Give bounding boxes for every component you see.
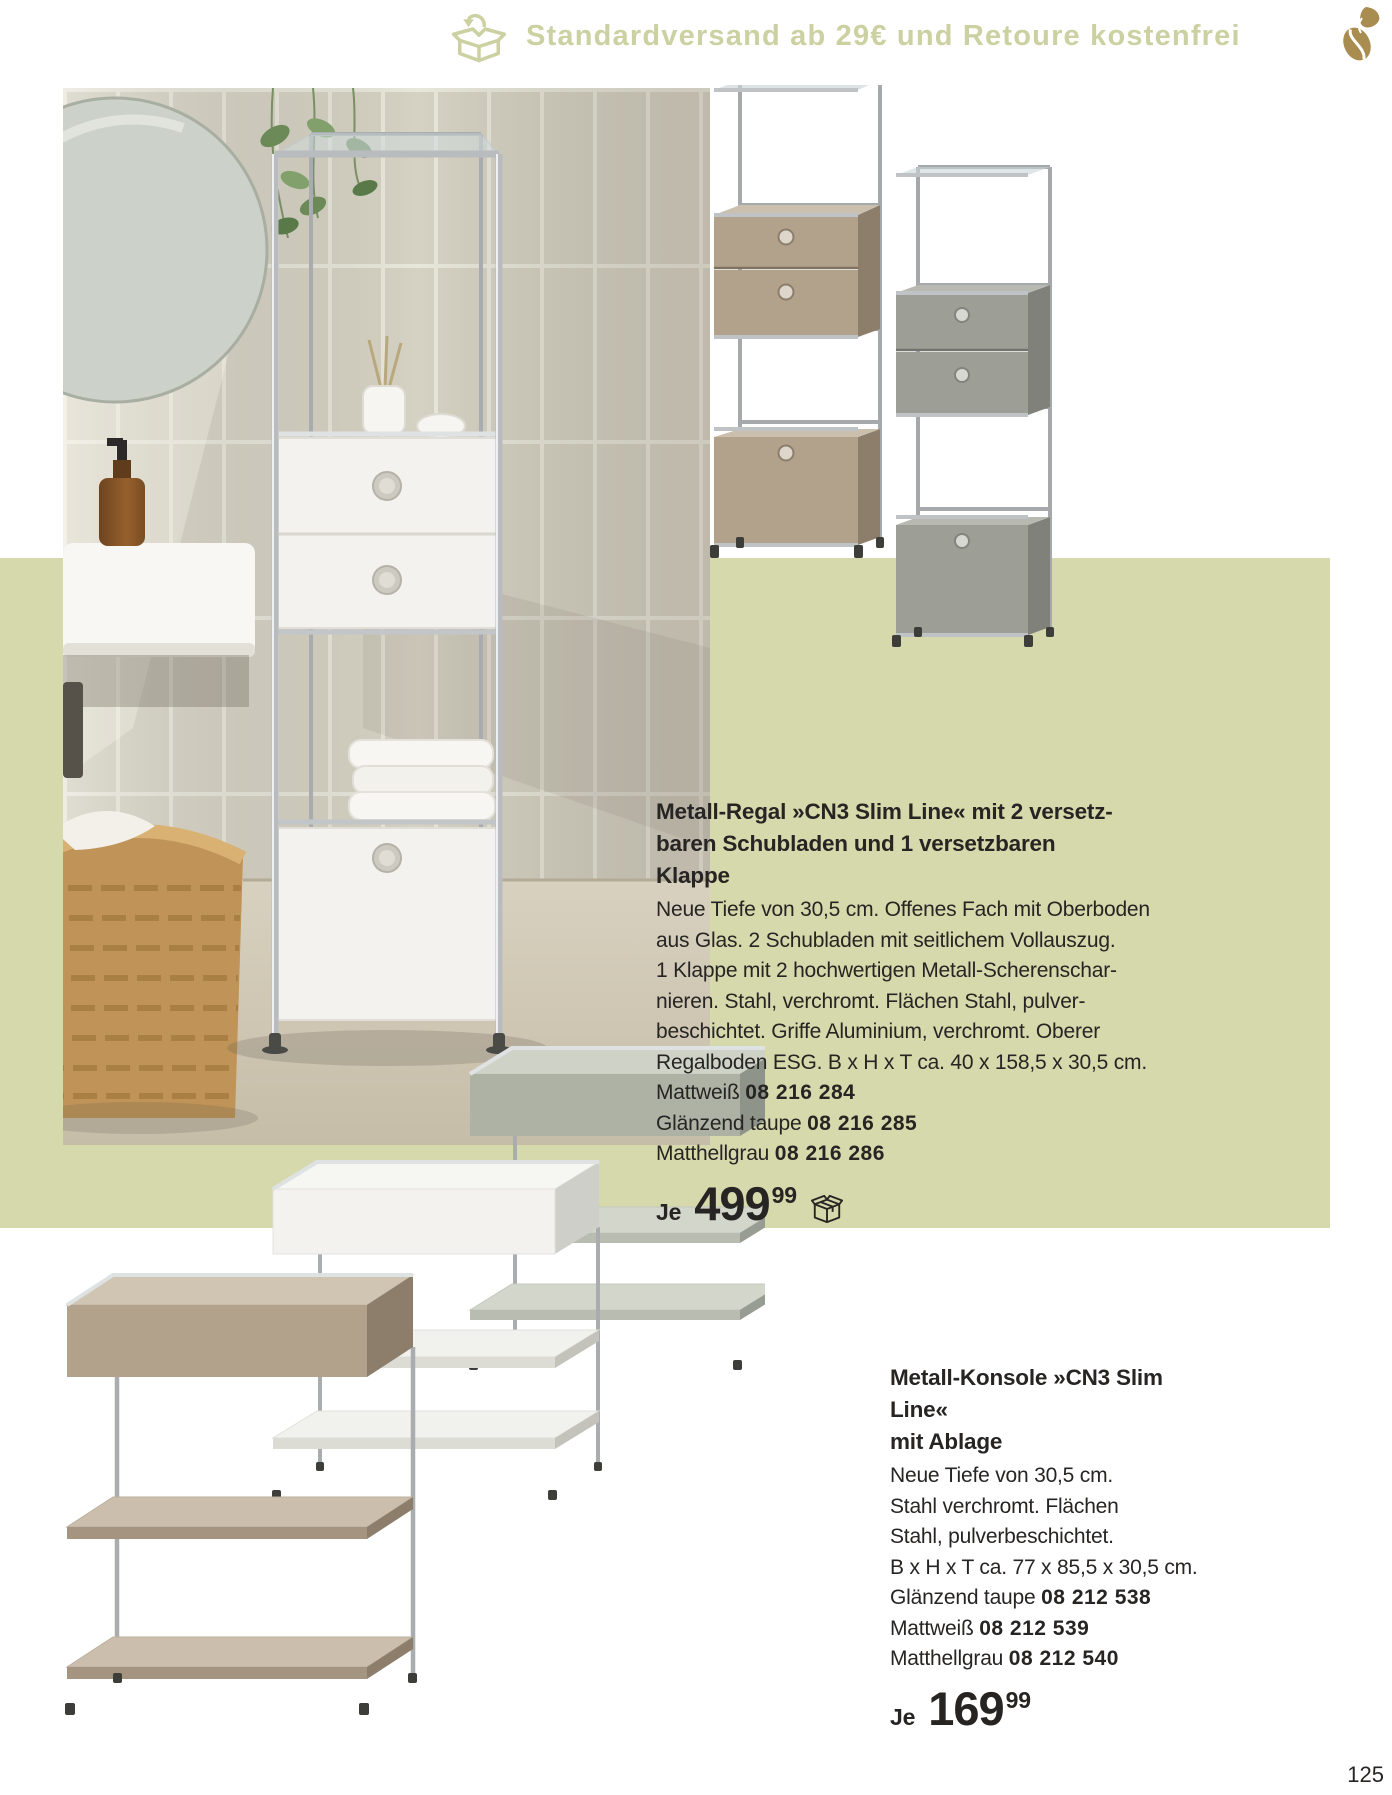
variant-row: Mattweiß 08 216 284: [656, 1081, 856, 1104]
price: Je 499 99: [656, 1182, 1126, 1226]
towel-stack: [349, 740, 495, 820]
shipping-banner: [0, 0, 1392, 68]
product-title: Metall-Konsole »CN3 Slim Line« mit Ablage: [890, 1365, 1163, 1454]
metal-shelf-product-image: [700, 85, 1070, 670]
shelf-tower-grey: [892, 167, 1054, 647]
sku: 08 216 286: [774, 1142, 885, 1165]
product-metall-regal: [656, 796, 1150, 1230]
bathroom-lifestyle-photo: [63, 88, 710, 1145]
sku: 08 212 540: [1008, 1647, 1119, 1670]
page-number: 125: [1347, 1762, 1384, 1787]
product-title: Metall-Regal »CN3 Slim Line« mit 2 versetz- baren Schubladen und 1 versetzbaren Klappe: [656, 799, 1113, 888]
parcel-box-icon: [811, 1194, 843, 1224]
wall-hook: [63, 682, 83, 778]
price: Je 169 99: [890, 1681, 1031, 1735]
sku: 08 212 538: [1041, 1586, 1152, 1609]
shipping-box-return-icon: [450, 8, 508, 64]
drawer-cabinet: [278, 438, 497, 628]
sku: 08 212 539: [979, 1616, 1090, 1640]
sku: 08 216 284: [745, 1081, 856, 1104]
variant-row: Matthellgrau 08 216 286: [656, 1142, 885, 1165]
console-shelf: [470, 1284, 765, 1320]
product-description: Neue Tiefe von 30,5 cm. Offenes Fach mit Oberboden aus Glas. 2 Schubladen mit seitlichem Vollauszug. 1 Klappe mit 2 hochwertigen Metall-Scherenschar- nieren. Stahl, verchromt. Flächen Stahl, pulver- beschichtet. Griffe Aluminium, verchromt. Oberer Regalboden ESG. B x H x T ca. 40 x 158,5 x 30,5 cm.: [656, 898, 1150, 1074]
product-metall-konsole: [890, 1362, 1220, 1735]
variant-row: Glänzend taupe 08 212 538: [890, 1586, 1152, 1609]
tchibo-bean-logo-icon: [1338, 6, 1382, 64]
variant-row: Mattweiß 08 212 539: [890, 1616, 1090, 1640]
console-taupe: [65, 1275, 417, 1715]
shelf-tower-taupe: [710, 85, 884, 558]
sku: 08 216 285: [807, 1111, 918, 1135]
variant-row: Glänzend taupe 08 216 285: [656, 1111, 918, 1135]
product-description: Neue Tiefe von 30,5 cm. Stahl verchromt. Flächen Stahl, pulverbeschichtet. B x H x T ca. 77 x 85,5 x 30,5 cm.: [890, 1464, 1198, 1579]
variant-row: Matthellgrau 08 212 540: [890, 1647, 1119, 1670]
sink: [63, 543, 255, 707]
shipping-banner-text: Standardversand ab 29€ und Retoure kostenfrei: [526, 19, 1241, 52]
door-cabinet: [278, 828, 497, 1020]
